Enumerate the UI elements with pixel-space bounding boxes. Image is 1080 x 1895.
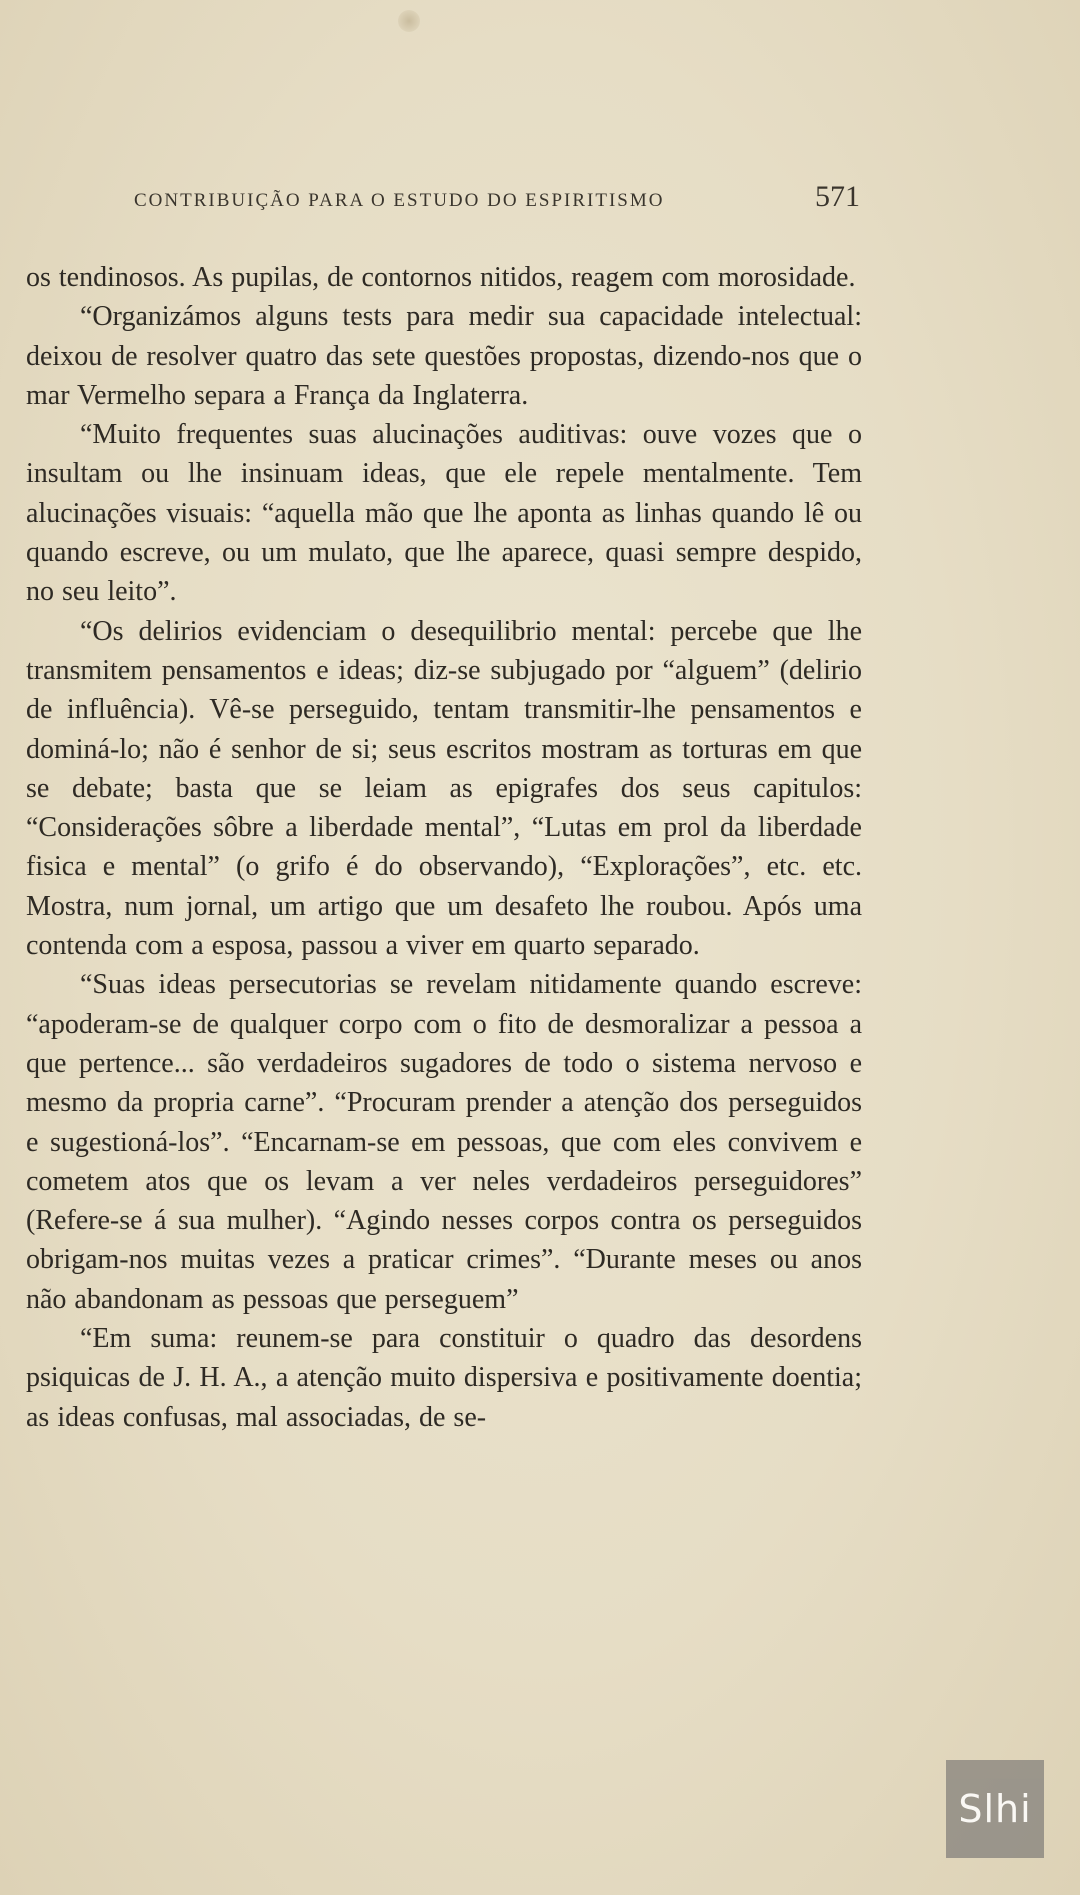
paragraph-5: “Suas ideas persecutorias se revelam nitidamente quando escreve: “apoderam-se de qualquer corpo com o fito de desmoralizar a pessoa a que pertence... são verdadeiros sugadores de todo o sistema nervoso e mesmo da propria carne”. “Procuram prender a atenção dos perseguidos e sugestioná-los”. “Encarnam-se em pessoas, que com eles convivem e cometem atos que os levam a ver neles verdadeiros perseguidores” (Refere-se á sua mulher). “Agindo nesses corpos contra os perseguidos obrigam-nos muitas vezes a praticar crimes”. “Durante meses ou anos não abandonam as pessoas que perseguem” bbox=[26, 969, 862, 1315]
paper-stain bbox=[398, 10, 420, 32]
library-logo bbox=[946, 1760, 1044, 1858]
paragraph-6: “Em suma: reunem-se para constituir o quadro das desordens psiquicas de J. H. A., a atenção muito dispersiva e positivamente doentia; as ideas confusas, mal associadas, de se- bbox=[26, 1323, 862, 1433]
page-header bbox=[134, 180, 860, 230]
paragraph-2: “Organizámos alguns tests para medir sua capacidade intelectual: deixou de resolver quatro das sete questões propostas, dizendo-nos que o mar Vermelho separa a França da Inglaterra. bbox=[26, 301, 862, 411]
page-number: 571 bbox=[815, 180, 860, 213]
running-head: CONTRIBUIÇÃO PARA O ESTUDO DO ESPIRITISMO bbox=[134, 190, 665, 211]
body-text bbox=[26, 258, 862, 1437]
paragraph-1: os tendinosos. As pupilas, de contornos nitidos, reagem com morosidade. bbox=[26, 262, 856, 293]
logo-text: Slhi bbox=[958, 1787, 1032, 1831]
paragraph-3: “Muito frequentes suas alucinações auditivas: ouve vozes que o insultam ou lhe insinuam ideas, que ele repele mentalmente. Tem alucinações visuais: “aquella mão que lhe aponta as linhas quando lê ou quando escreve, ou um mulato, que lhe aparece, quasi sempre despido, no seu leito”. bbox=[26, 419, 862, 608]
paragraph-4: “Os delirios evidenciam o desequilibrio mental: percebe que lhe transmitem pensamentos e ideas; diz-se subjugado por “alguem” (delirio de influência). Vê-se perseguido, tentam transmitir-lhe pensamentos e dominá-lo; não é senhor de si; seus escritos mostram as torturas em que se debate; basta que se leiam as epigrafes dos seus capitulos: “Considerações sôbre a liberdade mental”, “Lutas em prol da liberdade fisica e mental” (o grifo é do observando), “Explorações”, etc. etc. Mostra, num jornal, um artigo que um desafeto lhe roubou. Após uma contenda com a esposa, passou a viver em quarto separado. bbox=[26, 615, 862, 962]
